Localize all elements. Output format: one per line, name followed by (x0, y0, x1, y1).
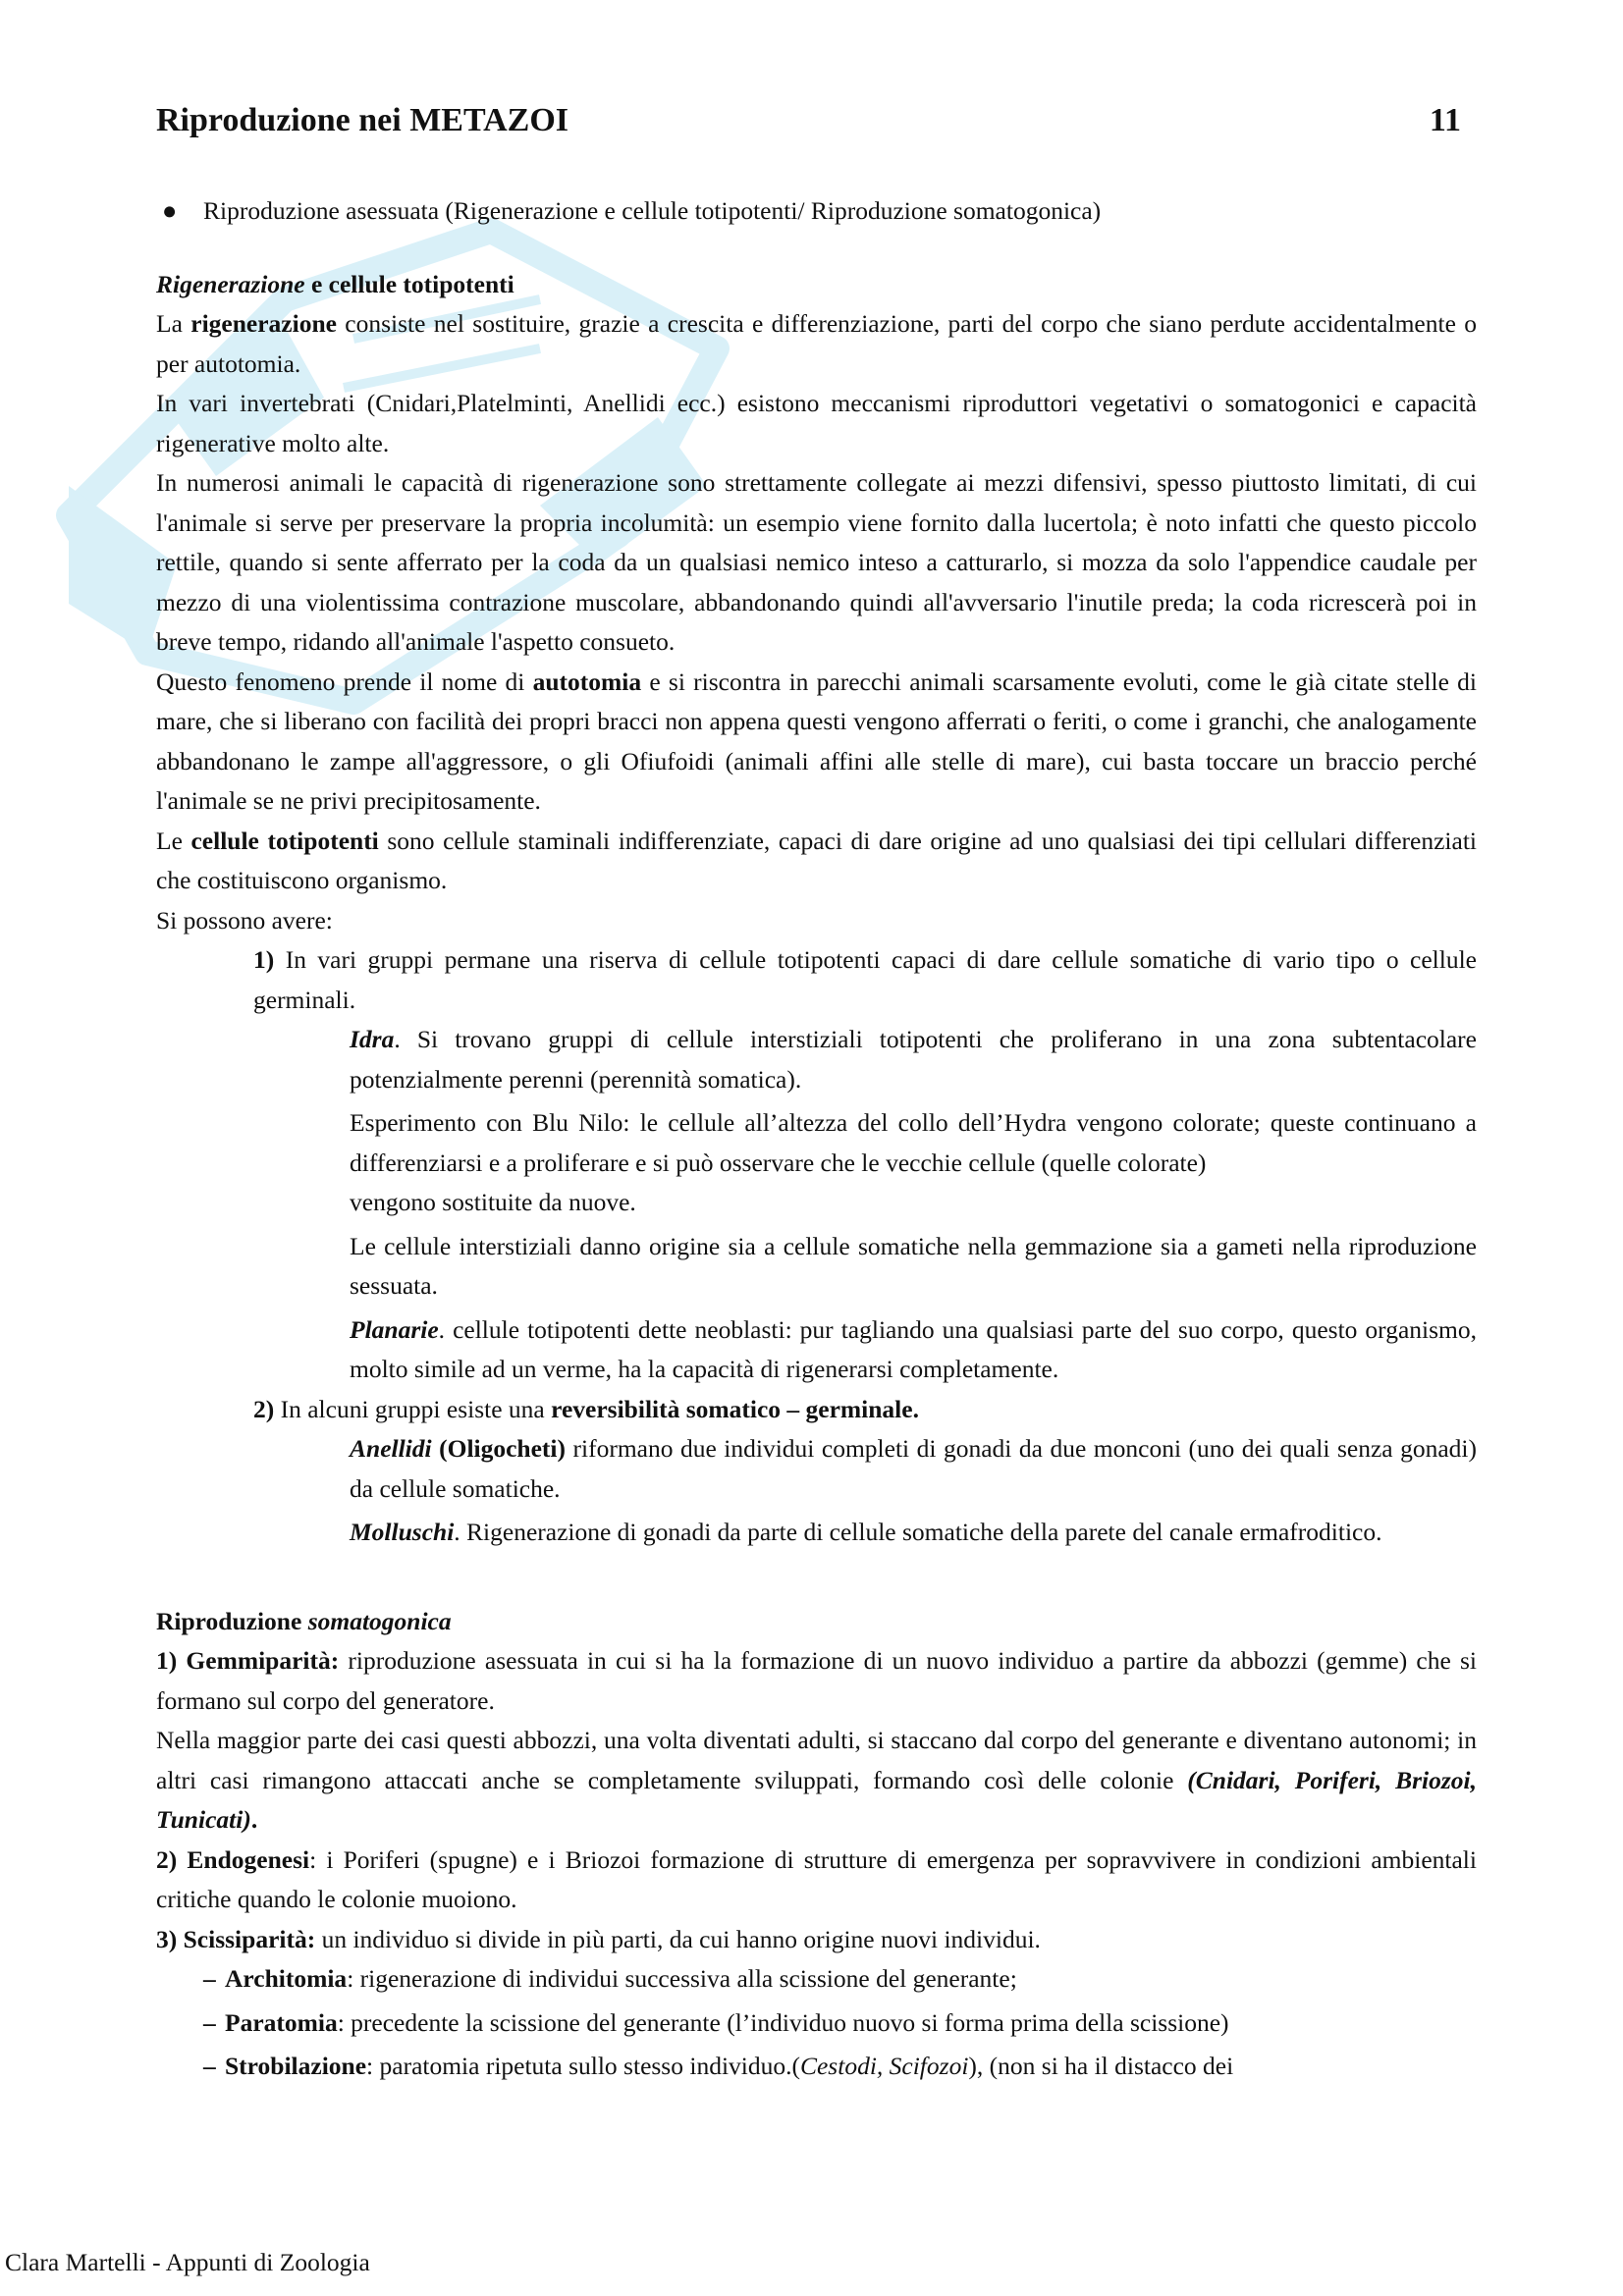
paragraph-colonie (156, 1721, 1477, 1841)
list-number: 1) (253, 945, 275, 974)
paragraph-invertebrati: In vari invertebrati (Cnidari,Platelminti, Anellidi ecc.) esistono meccanismi riproduttori vegetativi o somatogonici e capacità rigenerative molto alte. (156, 389, 1477, 457)
organism-name: Molluschi (350, 1518, 455, 1546)
paragraph-totipotenti (156, 822, 1477, 901)
dash-item-paratomia (156, 2003, 1477, 2044)
bullet-text: Riproduzione asessuata (Rigenerazione e cellule totipotenti/ Riproduzione somatogonica) (203, 196, 1102, 225)
text-run: : paratomia ripetuta sullo stesso individuo.( (366, 2052, 800, 2080)
sub-item-idra (156, 1020, 1477, 1099)
bold-term: 3) Scissiparità: (156, 1924, 316, 1953)
bullet-item (156, 191, 1477, 232)
sub-item-esperimento-cont: vengono sostituite da nuove. (350, 1188, 636, 1216)
text-run: un individuo si divide in più parti, da cui hanno origine nuovi individui. (315, 1924, 1041, 1953)
text-run: : rigenerazione di individui successiva alla scissione del generante; (347, 1964, 1017, 1993)
paragraph-scissiparita (156, 1920, 1477, 1960)
bold-term: (Oligocheti) (431, 1434, 566, 1463)
dash-marker: – (203, 1964, 216, 1993)
sub-item-planarie (156, 1310, 1477, 1390)
text-run: . Si trovano gruppi di cellule interstiziali totipotenti che proliferano in una zona subtentacolare potenzialmente perenni (perennità somatica). (350, 1025, 1477, 1094)
paragraph-autotomia (156, 663, 1477, 822)
section-title-rest: Riproduzione (156, 1606, 308, 1635)
document-body (156, 191, 1477, 2087)
paragraph-gemmiparita (156, 1641, 1477, 1721)
section-title-italic: somatogonica (307, 1606, 452, 1635)
text-run: riformano due individui completi di gonadi da due monconi (uno dei quali senza gonadi) da cellule somatiche. (350, 1434, 1477, 1503)
text-run: Nella maggior parte dei casi questi abbozzi, una volta diventati adulti, si staccano dal corpo del generante e diventano autonomi; in altri casi rimangono attaccati anche se completamente sviluppati, formando così delle colonie (156, 1726, 1477, 1794)
bold-term: reversibilità somatico – germinale. (551, 1394, 919, 1423)
section-title-somatogonica (156, 1602, 1477, 1642)
bold-term: 1) Gemmiparità: (156, 1646, 340, 1675)
dash-marker: – (203, 2007, 216, 2037)
organism-name: Cestodi, Scifozoi (799, 2052, 969, 2080)
sub-item-esperimento: Esperimento con Blu Nilo: le cellule all’altezza del collo dell’Hydra vengono colorate; queste continuano a differenziarsi e a proliferare e si può osservare che le vecchie cellule (quelle colorate) (350, 1108, 1477, 1177)
sub-item-molluschi (156, 1513, 1477, 1553)
page-number: 11 (1429, 102, 1461, 138)
text-run: riproduzione asessuata in cui si ha la formazione di un nuovo individuo a partire da abbozzi (gemme) che si formano sul corpo del generatore. (156, 1646, 1477, 1715)
sub-item-interstiziali: Le cellule interstiziali danno origine sia a cellule somatiche nella gemmazione sia a gameti nella riproduzione sessuata. (350, 1231, 1477, 1300)
text-run: sono cellule staminali indifferenziate, capaci di dare origine ad uno qualsiasi dei tipi cellulari differenziati che costituiscono organismo. (156, 826, 1478, 894)
list-number: 2) (253, 1394, 275, 1423)
bold-term: cellule totipotenti (190, 826, 379, 855)
text-run: consiste nel sostituire, grazie a crescita e differenziazione, parti del corpo che siano perdute accidentalmente o per autotomia. (156, 309, 1477, 378)
text-run: : i Poriferi (spugne) e i Briozoi formazione di strutture di emergenza per sopravvivere in condizioni ambientali critiche quando le colonie muoiono. (156, 1844, 1477, 1913)
page-footer: Clara Martelli - Appunti di Zoologia (5, 2248, 370, 2276)
organism-name: Anellidi (350, 1434, 432, 1463)
list-item-1 (156, 940, 1477, 1020)
text-run: ), (non si ha il distacco dei (968, 2052, 1234, 2080)
text-run: . Rigenerazione di gonadi da parte di cellule somatiche della parete del canale ermafroditico. (454, 1518, 1382, 1546)
bold-term: rigenerazione (190, 309, 337, 338)
dash-item-strobilazione (156, 2047, 1477, 2087)
text-run: . cellule totipotenti dette neoblasti: pur tagliando una qualsiasi parte del suo corpo, questo organismo, molto simile ad un verme, ha la capacità di rigenerarsi completamente. (350, 1314, 1477, 1383)
paragraph-si-possono-avere: Si possono avere: (156, 905, 333, 934)
sub-item-anellidi (156, 1429, 1477, 1509)
text-run: Le (156, 826, 191, 855)
bold-term: Paratomia (225, 2007, 338, 2037)
organism-list: (Cnidari, Poriferi, Briozoi, Tunicati) (156, 1765, 1478, 1834)
text-run: In alcuni gruppi esiste una (274, 1394, 552, 1423)
bold-term: Architomia (225, 1964, 348, 1993)
section-title-rigenerazione (156, 265, 1477, 305)
section-title-italic: Rigenerazione (156, 269, 305, 298)
organism-name: Planarie (350, 1314, 439, 1344)
text-run: e si riscontra in parecchi animali scarsamente evoluti, come le già citate stelle di mare, che si liberano con facilità dei propri bracci non appena questi vengono afferrati o feriti, o come i granchi, che analogamente abbandonano le zampe all'aggressore, o gli Ofiufoidi (animali affini alle stelle di mare), cui basta toccare un braccio perché l'animale se ne privi precipitosamente. (156, 667, 1477, 815)
text-run: La (156, 309, 191, 338)
dash-item-architomia (156, 1959, 1477, 2000)
text-run: Questo fenomeno prende il nome di (156, 667, 533, 696)
bullet-dot: ● (162, 196, 178, 225)
bold-term: 2) Endogenesi (156, 1844, 310, 1874)
text-run: In vari gruppi permane una riserva di cellule totipotenti capaci di dare cellule somatiche di vario tipo o cellule germinali. (253, 945, 1477, 1014)
paragraph-rigenerazione (156, 304, 1477, 384)
paragraph-lucertola: In numerosi animali le capacità di rigenerazione sono strettamente collegate ai mezzi difensivi, spesso piuttosto limitati, di cui l'animale si serve per preservare la propria incolumità: un esempio viene fornito dalla lucertola; è noto infatti che questo piccolo rettile, quando si sente afferrato per la coda da un qualsiasi nemico inteso a catturarlo, si mozza da solo l'appendice caudale per mezzo di una violentissima contrazione muscolare, abbandonando quindi all'avversario l'inutile preda; la coda ricrescerà poi in breve tempo, ridando all'animale l'aspetto consueto. (156, 468, 1477, 656)
organism-name: Idra (350, 1025, 395, 1053)
paragraph-endogenesi (156, 1841, 1477, 1920)
page-header (156, 102, 1467, 145)
text-run: . (250, 1805, 258, 1834)
bold-term: autotomia (532, 667, 642, 696)
dash-marker: – (203, 2052, 216, 2080)
page-title: Riproduzione nei METAZOI (156, 102, 569, 138)
list-item-2 (156, 1390, 1477, 1430)
text-run: : precedente la scissione del generante (l’individuo nuovo si forma prima della scissione) (337, 2007, 1229, 2037)
bold-term: Strobilazione (225, 2052, 367, 2080)
section-title-rest: e cellule totipotenti (304, 269, 514, 298)
